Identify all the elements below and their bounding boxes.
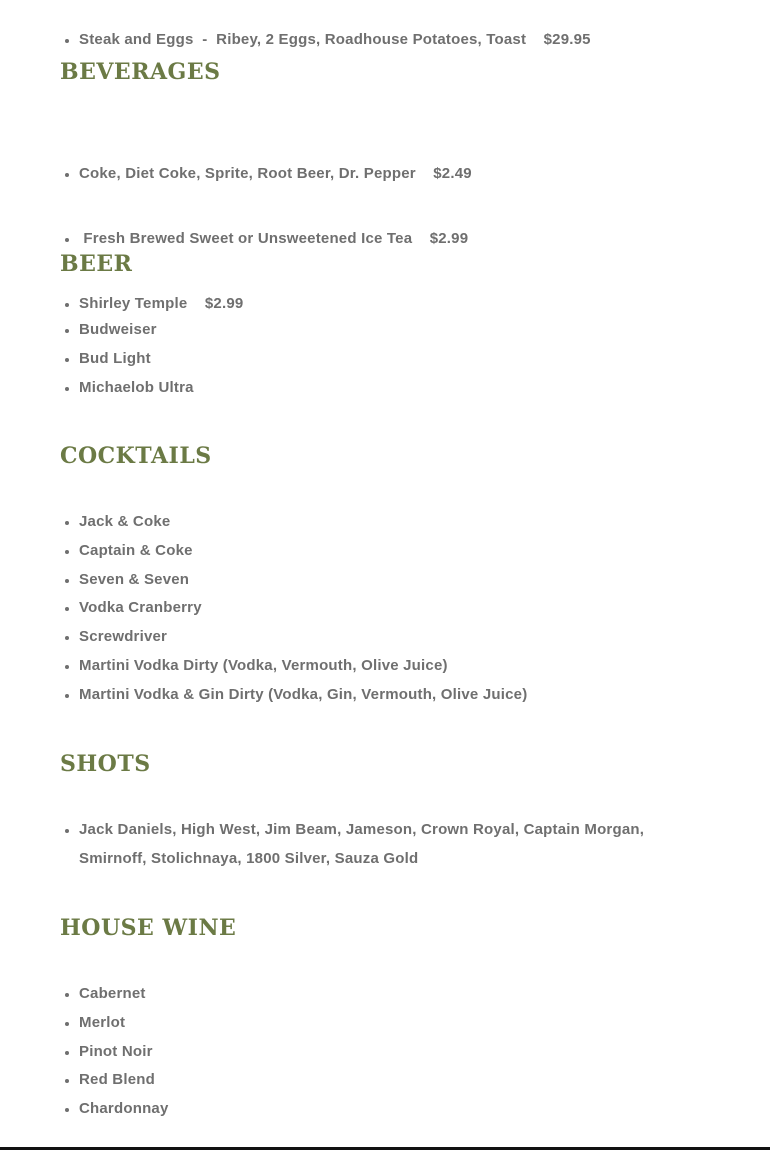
list-item: • Shirley Temple $2.99 — [79, 290, 740, 319]
list-item: • Jack & Coke — [79, 508, 740, 537]
list-item: • Cabernet — [79, 980, 740, 1009]
list-item: • Fresh Brewed Sweet or Unsweetened Ice Tea $2.99 — [79, 225, 740, 254]
list-item: • Budweiser — [79, 316, 740, 345]
section-title: BEVERAGES — [60, 59, 221, 85]
shots-section — [60, 750, 740, 874]
house-wine-list — [60, 980, 740, 1124]
list-item: • Chardonnay — [79, 1095, 740, 1124]
list-item: • Bud Light — [79, 345, 740, 374]
beer-section — [60, 250, 740, 402]
house-wine-section — [60, 914, 740, 1124]
list-item: • Merlot — [79, 1009, 740, 1038]
list-item: • Martini Vodka Dirty (Vodka, Vermouth, Olive Juice) — [79, 652, 740, 681]
list-item: • Seven & Seven — [79, 566, 740, 595]
cocktails-section — [60, 442, 740, 710]
list-item: • Michaelob Ultra — [79, 374, 740, 403]
list-item: • Coke, Diet Coke, Sprite, Root Beer, Dr. Pepper $2.49 — [79, 160, 740, 189]
list-item: • Pinot Noir — [79, 1038, 740, 1067]
section-title: HOUSE WINE — [60, 915, 237, 941]
list-item: • Vodka Cranberry — [79, 594, 740, 623]
list-item: • Red Blend — [79, 1066, 740, 1095]
section-title: COCKTAILS — [60, 443, 212, 469]
section-title: BEER — [60, 251, 133, 277]
list-item: • Steak and Eggs - Ribey, 2 Eggs, Roadhouse Potatoes, Toast $29.95 — [79, 26, 759, 55]
shots-list — [60, 816, 740, 874]
list-item: • Screwdriver — [79, 623, 740, 652]
beer-list — [60, 316, 740, 402]
section-title: SHOTS — [60, 751, 151, 777]
list-item: • Martini Vodka & Gin Dirty (Vodka, Gin, Vermouth, Olive Juice) — [79, 681, 740, 710]
cocktails-list — [60, 508, 740, 710]
list-item: • Captain & Coke — [79, 537, 740, 566]
list-item: • Jack Daniels, High West, Jim Beam, Jameson, Crown Royal, Captain Morgan, Smirnoff, Stolichnaya, 1800 Silver, Sauza Gold — [79, 816, 699, 874]
